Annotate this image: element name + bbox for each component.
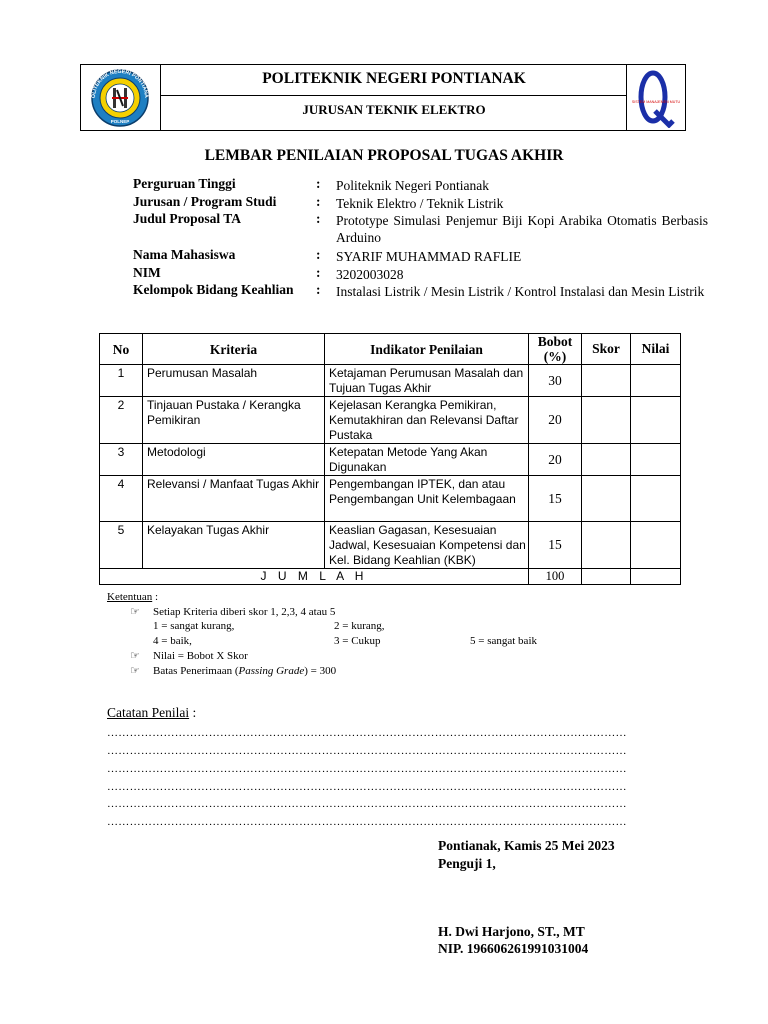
rule-item: Setiap Kriteria diberi skor 1, 2,3, 4 atau 5: [153, 606, 336, 618]
rules-heading: [107, 591, 158, 603]
notes-heading: [107, 705, 196, 721]
examiner-role: Penguji 1,: [438, 856, 496, 871]
value-cell[interactable]: [631, 522, 681, 569]
logo-text: SISTEM MANAJEMEN MUTU: [631, 100, 681, 104]
info-colon: :: [316, 282, 321, 297]
info-label: Jurusan / Program Studi: [133, 194, 277, 209]
rule-item: [153, 665, 336, 677]
table-row: [100, 522, 681, 569]
column-header: Indikator Penilaian: [325, 334, 529, 365]
weight-cell: 15: [529, 476, 582, 522]
notes-label: Catatan Penilai: [107, 705, 190, 720]
table-row: [100, 476, 681, 522]
total-weight: 100: [529, 569, 582, 585]
notes-line[interactable]: …………………………………………………………………………………………………………………………: [107, 727, 627, 739]
table-header-row: [100, 334, 681, 365]
letterhead: [80, 64, 686, 131]
total-score-cell[interactable]: [582, 569, 631, 585]
column-header: Nilai: [631, 334, 681, 365]
notes-line[interactable]: …………………………………………………………………………………………………………………………: [107, 816, 627, 828]
score-cell[interactable]: [582, 397, 631, 444]
notes-line[interactable]: …………………………………………………………………………………………………………………………: [107, 798, 627, 810]
indicator-cell: Keaslian Gagasan, Kesesuaian Jadwal, Kesesuaian Kompetensi dan Kel. Bidang Keahlian (KBK): [325, 522, 529, 569]
value-cell[interactable]: [631, 365, 681, 397]
scale-item: 2 = kurang,: [334, 620, 385, 632]
rule-item: Nilai = Bobot X Skor: [153, 650, 248, 662]
score-cell[interactable]: [582, 365, 631, 397]
indicator-cell: Ketepatan Metode Yang Akan Digunakan: [325, 444, 529, 476]
institution-name: POLITEKNIK NEGERI PONTIANAK: [262, 70, 526, 87]
notes-label-suffix: :: [189, 705, 197, 720]
notes-line[interactable]: …………………………………………………………………………………………………………………………: [107, 763, 627, 775]
indicator-cell: Ketajaman Perumusan Masalah dan Tujuan Tugas Akhir: [325, 365, 529, 397]
rule-text: ) = 300: [304, 665, 337, 677]
info-value: Teknik Elektro / Teknik Listrik: [336, 196, 504, 211]
criteria-cell: Metodologi: [143, 444, 325, 476]
pointing-hand-icon: ☞: [130, 606, 140, 618]
table-row: [100, 365, 681, 397]
info-colon: :: [316, 247, 321, 262]
value-cell[interactable]: [631, 397, 681, 444]
column-header: No: [100, 334, 143, 365]
info-colon: :: [316, 265, 321, 280]
rules-label: Ketentuan: [107, 591, 153, 603]
column-header: Kriteria: [143, 334, 325, 365]
pointing-hand-icon: ☞: [130, 650, 140, 662]
criteria-cell: Relevansi / Manfaat Tugas Akhir: [143, 476, 325, 522]
weight-cell: 15: [529, 522, 582, 569]
assessment-table: [99, 333, 681, 585]
rule-text: Batas Penerimaan (: [153, 665, 239, 677]
polnep-logo: [81, 66, 160, 129]
total-value-cell[interactable]: [631, 569, 681, 585]
score-cell[interactable]: [582, 444, 631, 476]
indicator-cell: Pengembangan IPTEK, dan atau Pengembangan Unit Kelembagaan: [325, 476, 529, 522]
score-cell[interactable]: [582, 476, 631, 522]
table-row: [100, 397, 681, 444]
criteria-cell: Tinjauan Pustaka / Kerangka Pemikiran: [143, 397, 325, 444]
notes-line[interactable]: …………………………………………………………………………………………………………………………: [107, 745, 627, 757]
column-header: Bobot (%): [529, 334, 582, 365]
place-date: Pontianak, Kamis 25 Mei 2023: [438, 838, 615, 853]
info-value: 3202003028: [336, 267, 404, 282]
value-cell[interactable]: [631, 476, 681, 522]
info-value: Prototype Simulasi Penjemur Biji Kopi Arabika Otomatis Berbasis Arduino: [336, 213, 708, 245]
criteria-cell: Kelayakan Tugas Akhir: [143, 522, 325, 569]
info-label: Perguruan Tinggi: [133, 176, 236, 191]
info-label: Kelompok Bidang Keahlian: [133, 282, 294, 297]
column-header: Skor: [582, 334, 631, 365]
info-label: Nama Mahasiswa: [133, 247, 236, 262]
table-total-row: [100, 569, 681, 585]
scale-item: 3 = Cukup: [334, 635, 381, 647]
page-title: LEMBAR PENILAIAN PROPOSAL TUGAS AKHIR: [204, 147, 564, 164]
pointing-hand-icon: ☞: [130, 665, 140, 677]
weight-cell: 20: [529, 397, 582, 444]
logo-subtext: POLNEP: [110, 119, 130, 124]
info-value: Politeknik Negeri Pontianak: [336, 178, 489, 193]
row-number: 3: [100, 444, 143, 476]
table-row: [100, 444, 681, 476]
quality-logo: [629, 67, 685, 128]
rule-text-italic: Passing Grade: [238, 665, 305, 677]
value-cell[interactable]: [631, 444, 681, 476]
info-value: Instalasi Listrik / Mesin Listrik / Kontrol Instalasi dan Mesin Listrik: [336, 284, 705, 299]
info-value: SYARIF MUHAMMAD RAFLIE: [336, 249, 522, 264]
logo-text: OLITEKNIK NEGERI PONTIANA: [90, 68, 150, 99]
weight-cell: 30: [529, 365, 582, 397]
scale-item: 5 = sangat baik: [470, 635, 537, 647]
examiner-nip: NIP. 196606261991031004: [438, 941, 589, 956]
divider: [160, 95, 627, 96]
info-colon: :: [316, 176, 321, 191]
criteria-cell: Perumusan Masalah: [143, 365, 325, 397]
info-label: NIM: [133, 265, 161, 280]
info-colon: :: [316, 211, 321, 226]
row-number: 5: [100, 522, 143, 569]
info-colon: :: [316, 194, 321, 209]
indicator-cell: Kejelasan Kerangka Pemikiran, Kemutakhiran dan Relevansi Daftar Pustaka: [325, 397, 529, 444]
score-cell[interactable]: [582, 522, 631, 569]
info-label: Judul Proposal TA: [133, 211, 242, 226]
rules-label-suffix: :: [152, 591, 159, 603]
notes-line[interactable]: …………………………………………………………………………………………………………………………: [107, 781, 627, 793]
total-label: J U M L A H: [100, 569, 529, 585]
examiner-name: H. Dwi Harjono, ST., MT: [438, 924, 585, 939]
scale-item: 1 = sangat kurang,: [153, 620, 235, 632]
scale-item: 4 = baik,: [153, 635, 192, 647]
row-number: 2: [100, 397, 143, 444]
row-number: 4: [100, 476, 143, 522]
department-name: JURUSAN TEKNIK ELEKTRO: [302, 102, 486, 117]
row-number: 1: [100, 365, 143, 397]
weight-cell: 20: [529, 444, 582, 476]
